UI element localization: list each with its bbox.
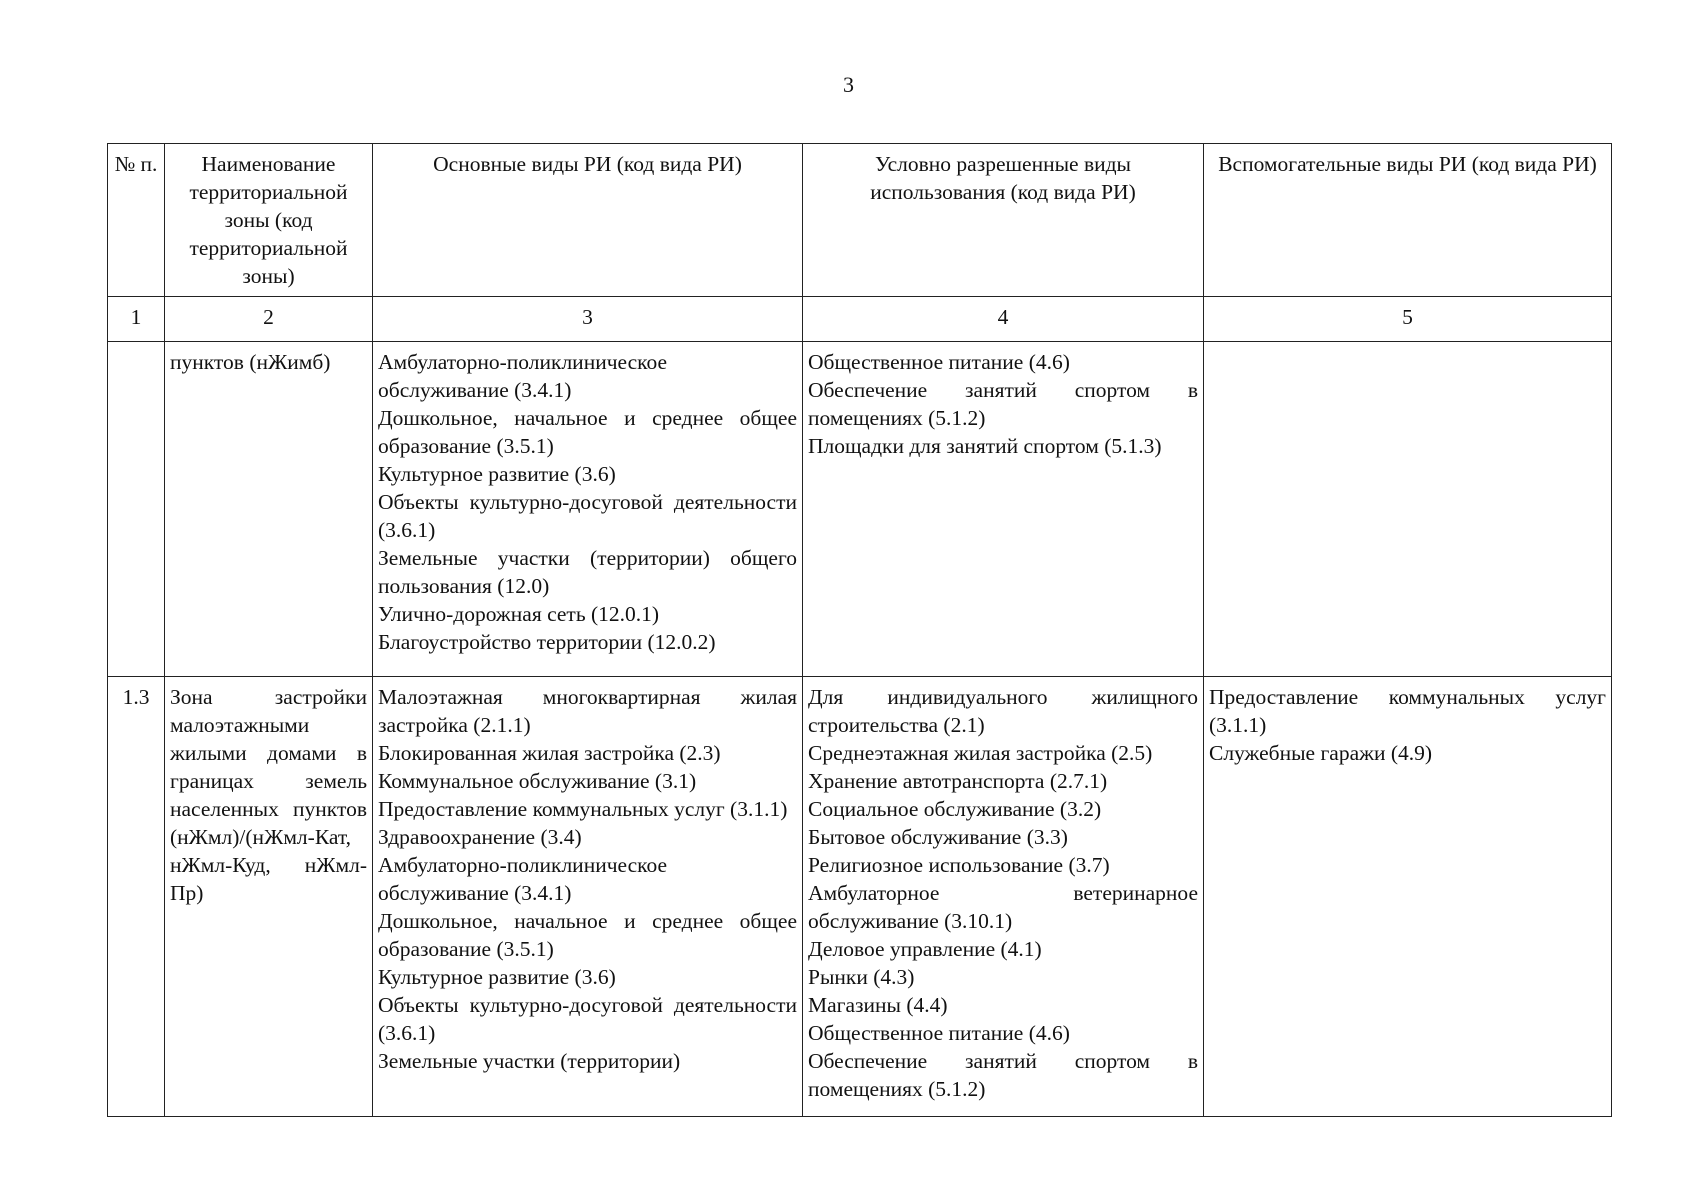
zoning-table <box>107 143 1612 1117</box>
use-item: Культурное развитие (3.6) <box>378 965 616 989</box>
header-main-uses: Основные виды РИ (код вида РИ) <box>373 144 803 297</box>
use-item: Коммунальное обслуживание (3.1) <box>378 769 697 793</box>
use-item: Блокированная жилая застройка (2.3) <box>378 741 721 765</box>
use-item: Здравоохранение (3.4) <box>378 825 582 849</box>
auxiliary-uses-cell <box>1204 342 1612 677</box>
use-item: Для индивидуального жилищного строительства (2.1) <box>808 685 1198 737</box>
use-item: Социальное обслуживание (3.2) <box>808 797 1102 821</box>
use-item: Объекты культурно-досуговой деятельности (3.6.1) <box>378 490 797 542</box>
use-item: Культурное развитие (3.6) <box>378 462 616 486</box>
main-uses-cell <box>373 342 803 677</box>
header-zone-name: Наименование территориальной зоны (код территориальной зоны) <box>165 144 373 297</box>
use-item: Земельные участки (территории) <box>378 1049 681 1073</box>
use-item: Общественное питание (4.6) <box>808 350 1070 374</box>
column-number: 3 <box>373 297 803 342</box>
use-item: Амбулаторное ветеринарное обслуживание (3.10.1) <box>808 881 1198 933</box>
conditional-uses-cell <box>803 342 1204 677</box>
use-item: Дошкольное, начальное и среднее общее образование (3.5.1) <box>378 909 797 961</box>
use-item: Рынки (4.3) <box>808 965 915 989</box>
auxiliary-uses-cell <box>1204 677 1612 1117</box>
header-number: № п. <box>108 144 165 297</box>
column-number-row <box>108 297 1612 342</box>
use-item: Бытовое обслуживание (3.3) <box>808 825 1068 849</box>
row-number: 1.3 <box>108 677 165 1117</box>
main-uses-cell <box>373 677 803 1117</box>
column-number: 2 <box>165 297 373 342</box>
table-header-row <box>108 144 1612 297</box>
table-row <box>108 677 1612 1117</box>
header-auxiliary-uses: Вспомогательные виды РИ (код вида РИ) <box>1204 144 1612 297</box>
use-item: Предоставление коммунальных услуг (3.1.1) <box>1209 685 1606 737</box>
conditional-uses-cell <box>803 677 1204 1117</box>
use-item: Предоставление коммунальных услуг (3.1.1) <box>378 797 788 821</box>
use-item: Общественное питание (4.6) <box>808 1021 1070 1045</box>
table-row <box>108 342 1612 677</box>
header-conditional-uses: Условно разрешенные виды использования (код вида РИ) <box>803 144 1204 297</box>
use-item: Улично-дорожная сеть (12.0.1) <box>378 602 660 626</box>
zone-name: пунктов (нЖимб) <box>165 342 373 677</box>
column-number: 5 <box>1204 297 1612 342</box>
use-item: Дошкольное, начальное и среднее общее образование (3.5.1) <box>378 406 797 458</box>
column-number: 4 <box>803 297 1204 342</box>
use-item: Амбулаторно-поликлиническое обслуживание (3.4.1) <box>378 350 668 402</box>
column-number: 1 <box>108 297 165 342</box>
use-item: Благоустройство территории (12.0.2) <box>378 630 716 654</box>
use-item: Служебные гаражи (4.9) <box>1209 741 1433 765</box>
use-item: Обеспечение занятий спортом в помещениях (5.1.2) <box>808 378 1198 430</box>
row-number <box>108 342 165 677</box>
use-item: Площадки для занятий спортом (5.1.3) <box>808 434 1162 458</box>
use-item: Земельные участки (территории) общего пользования (12.0) <box>378 546 797 598</box>
use-item: Амбулаторно-поликлиническое обслуживание (3.4.1) <box>378 853 668 905</box>
use-item: Объекты культурно-досуговой деятельности (3.6.1) <box>378 993 797 1045</box>
use-item: Магазины (4.4) <box>808 993 948 1017</box>
use-item: Деловое управление (4.1) <box>808 937 1042 961</box>
use-item: Малоэтажная многоквартирная жилая застройка (2.1.1) <box>378 685 797 737</box>
use-item: Религиозное использование (3.7) <box>808 853 1110 877</box>
use-item: Среднеэтажная жилая застройка (2.5) <box>808 741 1153 765</box>
use-item: Обеспечение занятий спортом в помещениях (5.1.2) <box>808 1049 1198 1101</box>
zone-name: Зона застройки малоэтажными жилыми домами в границах земель населенных пунктов (нЖмл)/(нЖмл-Кат, нЖмл-Куд, нЖмл-Пр) <box>165 677 373 1117</box>
page-number: 3 <box>843 72 854 97</box>
use-item: Хранение автотранспорта (2.7.1) <box>808 769 1108 793</box>
